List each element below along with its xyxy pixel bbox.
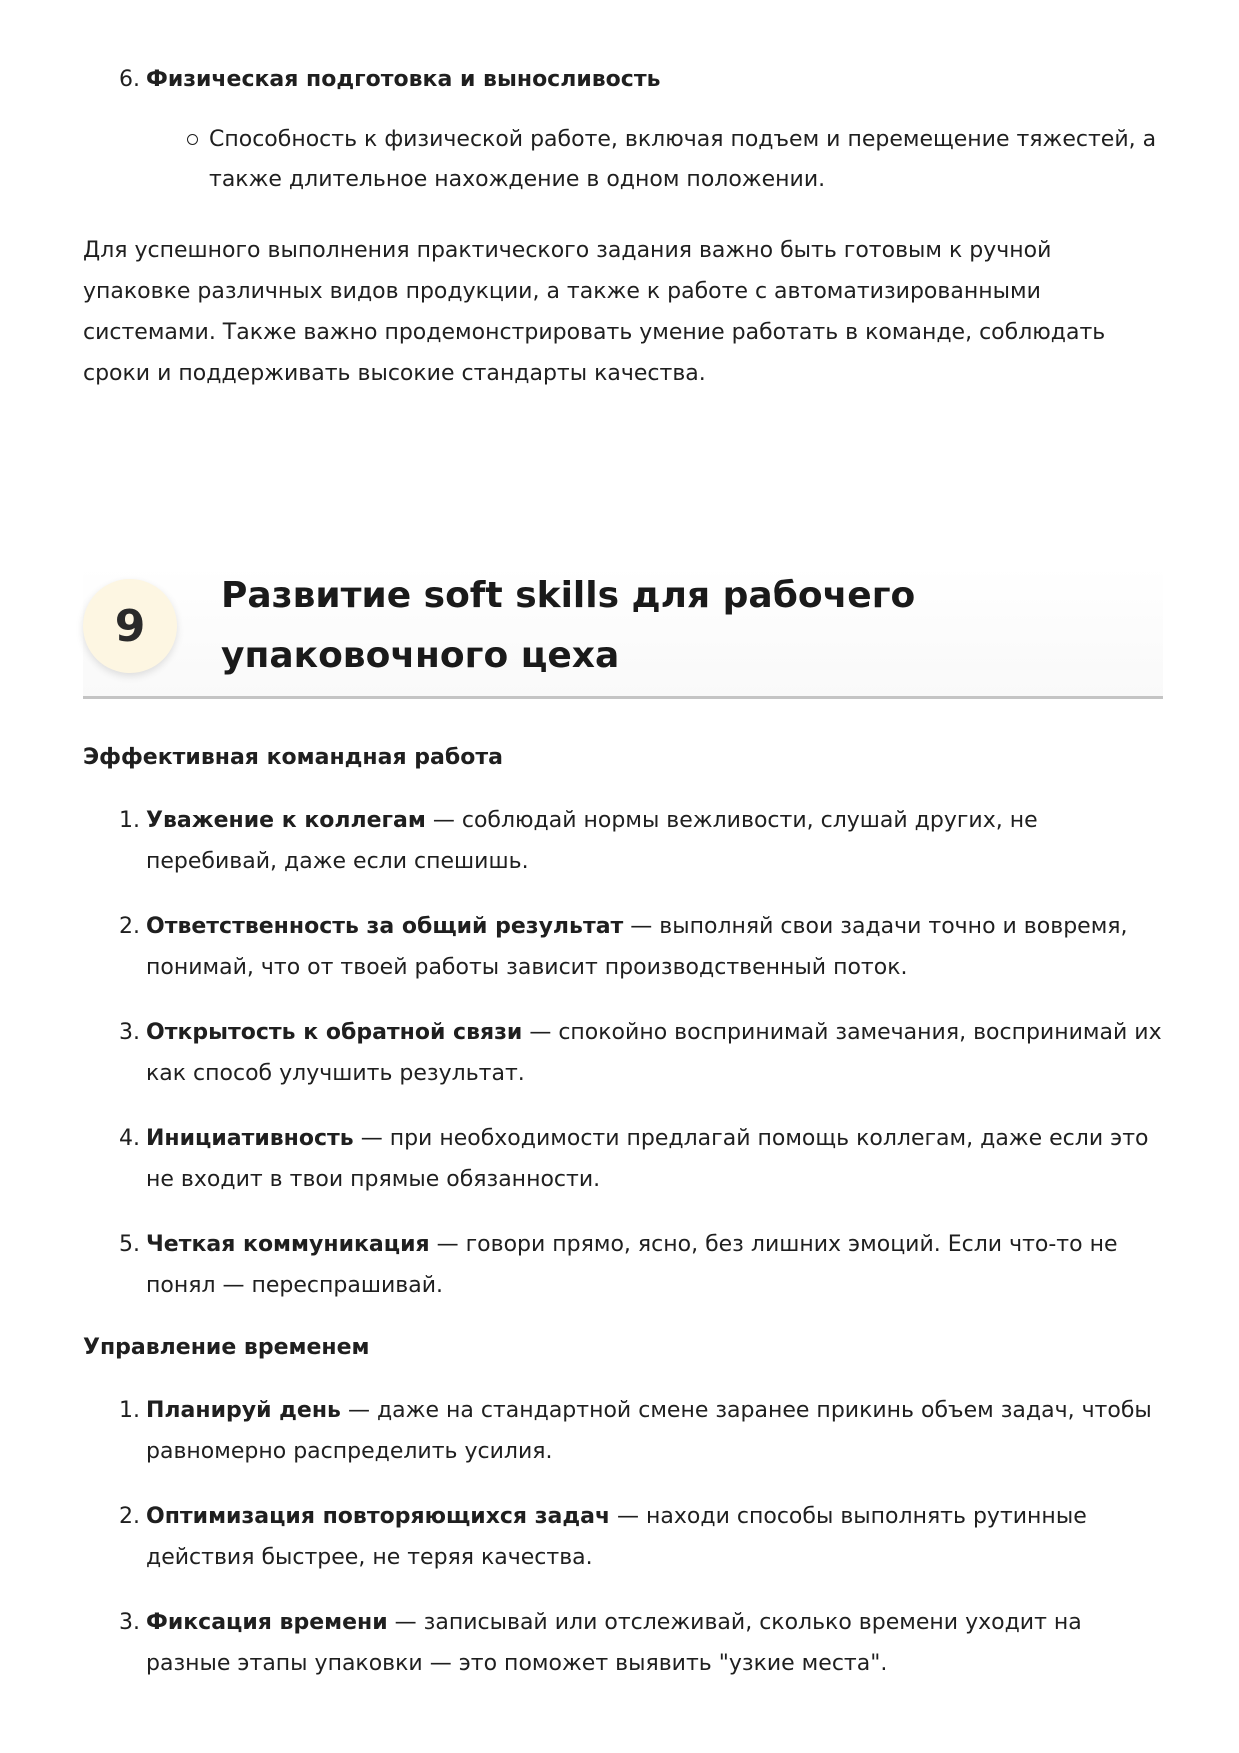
bullet-item [83,120,1163,200]
section-header [83,566,1163,699]
hollow-circle-bullet-icon [187,134,198,145]
list-item [83,1496,1163,1578]
list-item [83,60,1163,100]
item-number: 3. [119,1020,140,1045]
list-item [83,1118,1163,1200]
bullet-text: Способность к физической работе, включая подъем и перемещение тяжестей, а также длительное нахождение в одном положении. [209,127,1157,192]
item-title: Инициативность [146,1126,354,1151]
section-number-badge: 9 [83,579,177,673]
item-text: — спокойно воспринимай замечания, воспринимай их как способ улучшить результат. [146,1020,1162,1086]
item-title: Оптимизация повторяющихся задач [146,1504,611,1529]
item-number: 6. [119,67,140,92]
list-item [83,800,1163,882]
item-number: 2. [119,914,140,939]
item-number: 1. [119,1398,140,1423]
item-title: Планируй день [146,1398,341,1423]
item-title: Физическая подготовка и выносливость [146,67,661,92]
section-title: Развитие soft skills для рабочего упаковочного цеха [221,575,916,676]
teamwork-heading: Эффективная командная работа [83,745,503,770]
item-number: 1. [119,808,140,833]
list-item [83,1012,1163,1094]
item-title: Четкая коммуникация [146,1232,430,1257]
item-text: — говори прямо, ясно, без лишних эмоций. Если что-то не понял — переспрашивай. [146,1232,1118,1298]
item-title: Уважение к коллегам [146,808,426,833]
item-text: — записывай или отслеживай, сколько времени уходит на разные этапы упаковки — это поможет выявить "узкие места". [146,1610,1082,1676]
teamwork-list [83,800,1163,1330]
item-number: 5. [119,1232,140,1257]
item-number: 2. [119,1504,140,1529]
item-number: 4. [119,1126,140,1151]
item-title: Фиксация времени [146,1610,388,1635]
physical-fitness-item [83,60,1163,200]
item-text: — находи способы выполнять рутинные действия быстрее, не теряя качества. [146,1504,1087,1570]
item-text: — соблюдай нормы вежливости, слушай других, не перебивай, даже если спешишь. [146,808,1038,874]
time-management-heading: Управление временем [83,1335,370,1360]
list-item [83,906,1163,988]
item-title: Ответственность за общий результат [146,914,624,939]
time-management-list [83,1390,1163,1708]
list-item [83,1390,1163,1472]
item-number: 3. [119,1610,140,1635]
item-text: — при необходимости предлагай помощь коллегам, даже если это не входит в твои прямые обязанности. [146,1126,1149,1192]
item-text: — выполняй свои задачи точно и вовремя, понимай, что от твоей работы зависит производственный поток. [146,914,1128,980]
body-paragraph: Для успешного выполнения практического задания важно быть готовым к ручной упаковке различных видов продукции, а также к работе с автоматизированными системами. Также важно продемонстрировать умение работать в команде, соблюдать сроки и поддерживать высокие стандарты качества. [83,238,1106,386]
item-title: Открытость к обратной связи [146,1020,523,1045]
list-item [83,1224,1163,1306]
list-item [83,1602,1163,1684]
item-text: — даже на стандартной смене заранее прикинь объем задач, чтобы равномерно распределить усилия. [146,1398,1152,1464]
